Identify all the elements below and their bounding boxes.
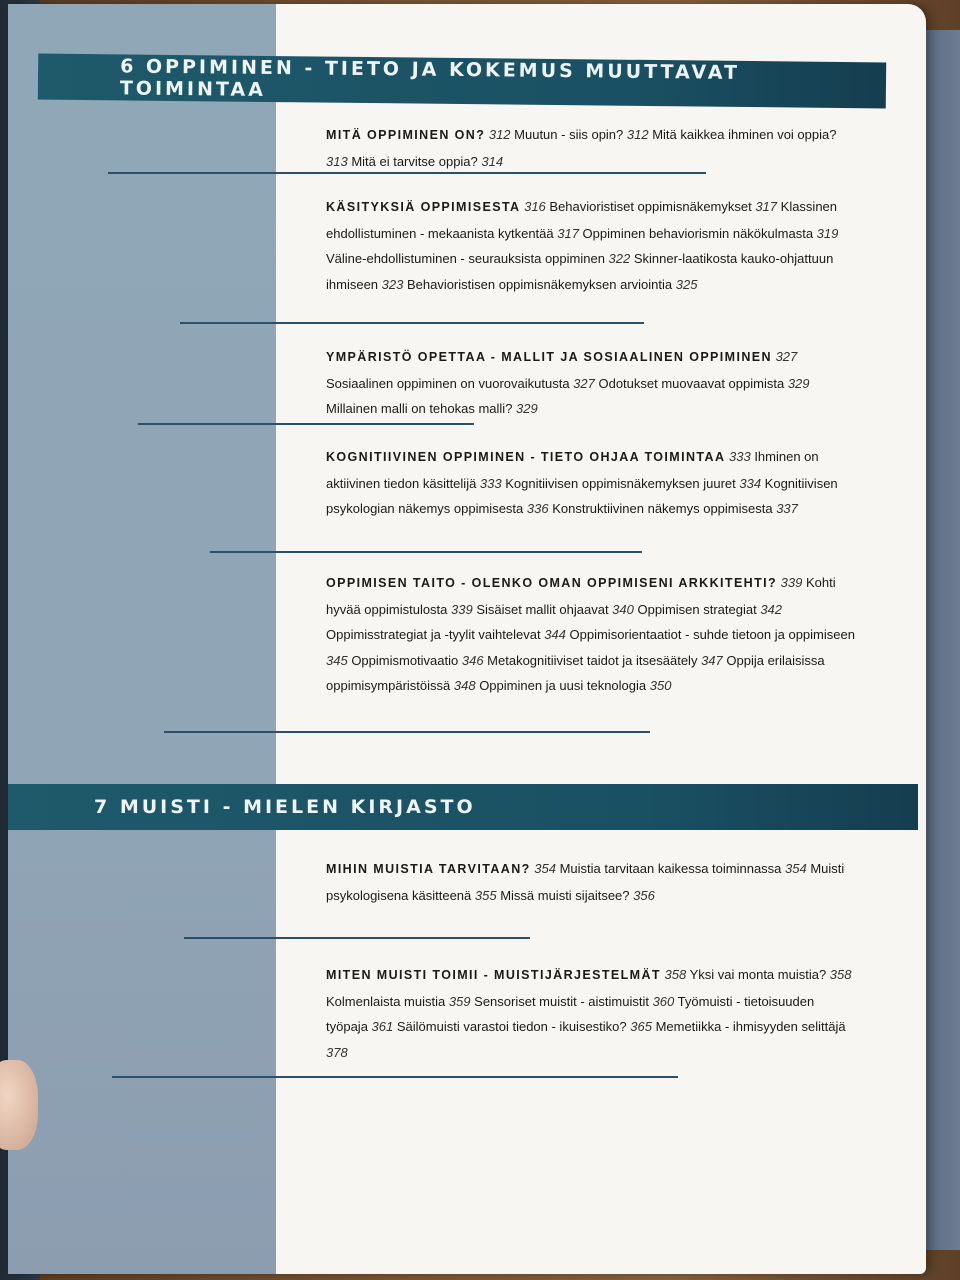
subtopic-text: Oppimisen strategiat xyxy=(633,601,761,617)
page-number: 378 xyxy=(326,1044,348,1060)
page-number: 361 xyxy=(371,1019,394,1034)
subtopic-text: Sosiaalinen oppiminen on vuorovaikutusta xyxy=(326,375,574,391)
subtopic-text: Kognitiivisen psykologian näkemys oppimisesta xyxy=(326,475,838,516)
subtopic-text: Väline-ehdollistuminen - seurauksista oppiminen xyxy=(326,251,609,266)
subtopic-text: Odotukset muovaavat oppimista xyxy=(594,375,788,391)
entry-heading: OPPIMISEN TAITO - OLENKO OMAN OPPIMISENI ARKKITEHTI? xyxy=(326,576,778,590)
page-number: 344 xyxy=(544,627,566,642)
chapter-6-banner: 6 OPPIMINEN - TIETO JA KOKEMUS MUUTTAVAT TOIMINTAA xyxy=(38,54,886,109)
subtopic-text: Behavioristisen oppimisnäkemyksen arviointia xyxy=(403,276,676,292)
entry-heading: KÄSITYKSIÄ OPPIMISESTA xyxy=(326,200,521,214)
page-number: 319 xyxy=(816,225,839,241)
toc-entry xyxy=(326,344,856,422)
subtopic-text: Yksi vai monta muistia? xyxy=(686,967,830,982)
page-number: 365 xyxy=(630,1019,652,1034)
subtopic-text: Konstruktiivinen näkemys oppimisesta xyxy=(548,501,777,516)
page-number: 340 xyxy=(612,601,634,617)
page-number: 323 xyxy=(381,276,404,292)
page-number: 327 xyxy=(771,349,798,364)
subtopic-text: Oppimisorientaatiot - suhde tietoon ja oppimiseen xyxy=(565,627,855,642)
page-number: 345 xyxy=(326,652,348,668)
subtopic-text: Sisäiset mallit ohjaavat xyxy=(472,601,613,617)
subtopic-text: Oppiminen ja uusi teknologia xyxy=(475,678,650,693)
entry-heading: MITÄ OPPIMINEN ON? xyxy=(326,128,486,142)
entry-heading: MIHIN MUISTIA TARVITAAN? xyxy=(326,862,531,876)
page-number: 339 xyxy=(451,601,473,617)
subtopic-text: Muistia tarvitaan kaikessa toiminnassa xyxy=(555,861,786,876)
chapter-7-banner: 7 MUISTI - MIELEN KIRJASTO xyxy=(8,784,918,830)
page-number: 312 xyxy=(626,127,649,142)
page-number: 329 xyxy=(516,401,538,416)
entry-divider xyxy=(138,423,474,425)
subtopic-text: Klassinen ehdollistuminen - mekaanista kytkentää xyxy=(326,199,838,241)
page-number: 329 xyxy=(787,375,810,391)
page-number: 342 xyxy=(760,601,783,617)
entry-divider xyxy=(108,172,706,174)
entry-heading: MITEN MUISTI TOIMII - MUISTIJÄRJESTELMÄT xyxy=(326,968,661,982)
page-number: 360 xyxy=(652,993,675,1009)
page-number: 333 xyxy=(479,475,502,491)
subtopic-text: Sensoriset muistit - aistimuistit xyxy=(470,993,653,1009)
toc-entry xyxy=(326,962,856,1065)
subtopic-text: Ihminen on aktiivinen tiedon käsittelijä xyxy=(326,449,819,491)
page-number: 316 xyxy=(520,199,546,214)
subtopic-text: Oppimismotivaatio xyxy=(347,652,462,668)
page-number: 333 xyxy=(725,449,751,464)
page-number: 359 xyxy=(448,993,471,1009)
subtopic-text: Mitä ei tarvitse oppia? xyxy=(347,153,482,169)
entry-divider xyxy=(112,1076,678,1078)
page-number: 314 xyxy=(481,153,504,169)
page-number: 350 xyxy=(649,678,672,693)
toc-entry xyxy=(326,194,856,297)
toc-entry xyxy=(326,122,856,174)
page-number: 339 xyxy=(777,575,803,590)
subtopic-text: Oppija erilaisissa oppimisympäristöissä xyxy=(326,652,825,693)
page-number: 312 xyxy=(485,127,511,142)
subtopic-text: Oppiminen behaviorismin näkökulmasta xyxy=(578,225,817,241)
subtopic-text: Mitä kaikkea ihminen voi oppia? xyxy=(648,127,837,142)
entry-divider xyxy=(180,322,644,324)
page-number: 356 xyxy=(633,887,655,903)
page-number: 337 xyxy=(776,501,798,516)
entry-divider xyxy=(210,551,642,553)
subtopic-text: Skinner-laatikosta kauko-ohjattuun ihmiseen xyxy=(326,251,834,292)
entry-divider xyxy=(164,731,650,733)
page-margin-band xyxy=(8,4,276,1274)
subtopic-text: Missä muisti sijaitsee? xyxy=(496,887,634,903)
page-number: 358 xyxy=(829,967,852,982)
subtopic-text: Metakognitiiviset taidot ja itsesäätely xyxy=(483,652,702,668)
subtopic-text: Kohti hyvää oppimistulosta xyxy=(326,575,836,617)
subtopic-text: Memetiikka - ihmisyyden selittäjä xyxy=(651,1019,846,1034)
page-number: 354 xyxy=(530,861,556,876)
page-number: 358 xyxy=(660,967,687,982)
page-number: 334 xyxy=(739,475,762,491)
entry-divider xyxy=(184,937,530,939)
page-number: 317 xyxy=(557,225,579,241)
page-number: 347 xyxy=(701,652,723,668)
toc-entry xyxy=(326,444,856,522)
page-number: 348 xyxy=(453,678,476,693)
page-number: 317 xyxy=(755,199,778,214)
subtopic-text: Kognitiivisen oppimisnäkemyksen juuret xyxy=(501,475,740,491)
page-number: 322 xyxy=(608,251,631,266)
page-number: 346 xyxy=(461,652,484,668)
toc-entry xyxy=(326,856,856,908)
page-number: 325 xyxy=(675,276,698,292)
thumb xyxy=(0,1060,38,1150)
subtopic-text: Muisti psykologisena käsitteenä xyxy=(326,861,845,903)
subtopic-text: Muutun - siis opin? xyxy=(510,127,627,142)
subtopic-text: Oppimisstrategiat ja -tyylit vaihtelevat xyxy=(326,627,545,642)
subtopic-text: Kolmenlaista muistia xyxy=(326,993,449,1009)
page-number: 336 xyxy=(526,501,549,516)
subtopic-text: Työmuisti - tietoisuuden työpaja xyxy=(326,993,815,1034)
entry-heading: YMPÄRISTÖ OPETTAA - MALLIT JA SOSIAALINEN OPPIMINEN xyxy=(326,350,772,364)
page-number: 355 xyxy=(474,887,497,903)
page-number: 354 xyxy=(785,861,807,876)
subtopic-text: Behavioristiset oppimisnäkemykset xyxy=(545,199,756,214)
book-page xyxy=(8,4,926,1274)
toc-entry xyxy=(326,570,856,699)
page-number: 313 xyxy=(326,153,348,169)
subtopic-text: Säilömuisti varastoi tiedon - ikuisestiko? xyxy=(393,1019,631,1034)
entry-heading: KOGNITIIVINEN OPPIMINEN - TIETO OHJAA TOIMINTAA xyxy=(326,450,726,464)
page-number: 327 xyxy=(573,375,595,391)
subtopic-text: Millainen malli on tehokas malli? xyxy=(326,401,517,416)
